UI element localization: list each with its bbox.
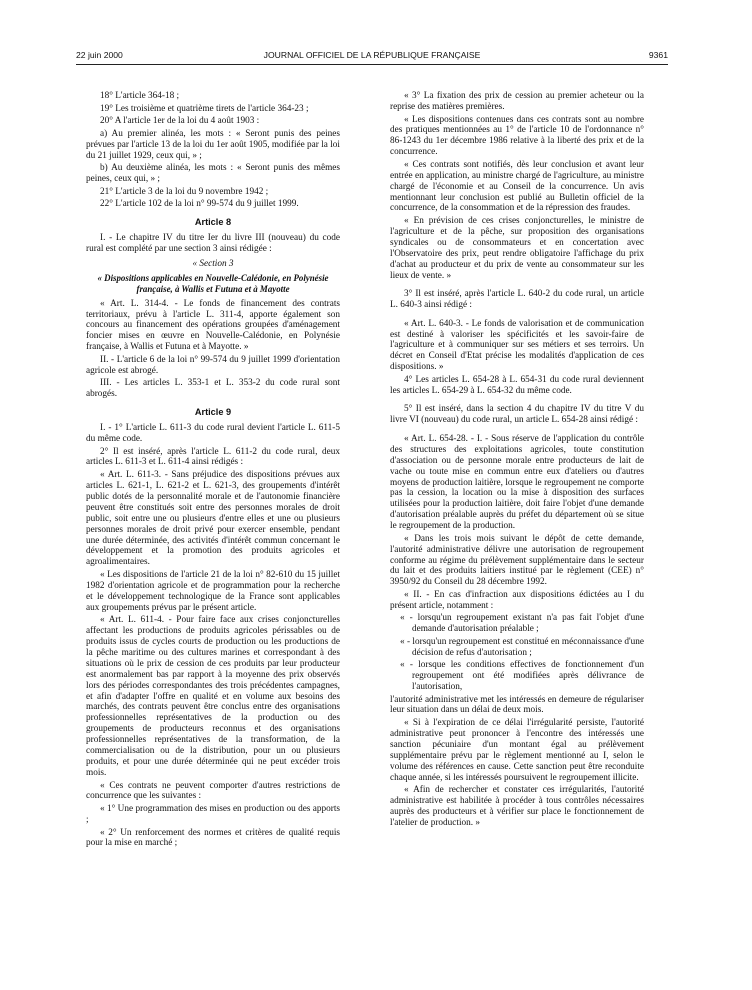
paragraph: II. - L'article 6 de la loi n° 99-574 du 9 juillet 1999 d'orientation agricole est abrogé.	[86, 354, 340, 376]
paragraph: « 1° Une programmation des mises en production ou des apports ;	[86, 804, 340, 825]
paragraph: « Les dispositions de l'article 21 de la loi n° 82-610 du 15 juillet 1982 d'orientation agricole et de programmation pour la recherche et le développement technologique de la France sont applicables aux groupements prévus par le présent article.	[86, 569, 340, 613]
paragraph: « 2° Un renforcement des normes et critères de qualité requis pour la mise en marché ;	[86, 827, 340, 849]
paragraph: 19° Les troisième et quatrième tirets de l'article 364-23 ;	[100, 103, 309, 114]
paragraph: « Art. L. 611-3. - Sans préjudice des dispositions prévues aux articles L. 621-1, L. 621-2 et L. 621-3, des groupements d'intérêt public dotés de la personnalité morale et de l'autonomie financière peuvent être constitués soit entre des personnes morales de droit public, soit entre une ou plusieurs d'entre elles et une ou plusieurs personnes morales de droit privé pour exercer ensemble, pendant une durée déterminée, des activités d'intérêt commun concernant le développement et la promotion des produits agricoles et agroalimentaires.	[86, 470, 340, 568]
article-heading: Article 8	[194, 217, 232, 228]
paragraph: « En prévision de ces crises conjoncturelles, le ministre de l'agriculture et de la pêche, sur proposition des organisations syndicales ou de consommateurs et en concertation avec l'Observatoire des prix, peut rendre obligatoire l'affichage du prix d'achat au producteur et du prix de vente au consommateur sur les lieux de vente. »	[390, 216, 644, 281]
right-column	[390, 91, 644, 831]
paragraph: 2° Il est inséré, après l'article L. 611-2 du code rural, deux articles L. 611-3 et L. 611-4 ainsi rédigés :	[86, 446, 340, 468]
paragraph: « Ces contrats ne peuvent comporter d'autres restrictions de concurrence que les suivantes :	[86, 780, 340, 802]
paragraph: 22° L'article 102 de la loi n° 99-574 du 9 juillet 1999.	[100, 199, 299, 210]
paragraph: III. - Les articles L. 353-1 et L. 353-2 du code rural sont abrogés.	[86, 378, 340, 400]
paragraph: 3° Il est inséré, après l'article L. 640-2 du code rural, un article L. 640-3 ainsi rédigé :	[390, 289, 644, 311]
article-heading: Article 9	[194, 407, 232, 418]
paragraph: a) Au premier alinéa, les mots : « Seront punis des peines prévues par l'article 13 de la loi du 1er août 1905, modifiée par la loi du 21 juillet 1929, ceux qui, » ;	[86, 128, 340, 161]
paragraph: 4° Les articles L. 654-28 à L. 654-31 du code rural deviennent les articles L. 654-29 à L. 654-32 du même code.	[390, 374, 644, 396]
list-item: « - lorsque les conditions effectives de fonctionnement d'un regroupement ont été modifiées après délivrance de l'autorisation,	[400, 660, 644, 693]
page-number: 9361	[648, 50, 668, 60]
paragraph: 18° L'article 364-18 ;	[100, 91, 180, 101]
paragraph: « 3° La fixation des prix de cession au premier acheteur ou la reprise des matières premières.	[390, 91, 644, 112]
header-rule	[76, 64, 668, 65]
section-title: « Dispositions applicables en Nouvelle-Calédonie, en Polynésie française, à Wallis et Futuna et à Mayotte	[97, 272, 329, 294]
paragraph: « Afin de rechercher et constater ces irrégularités, l'autorité administrative est habilitée à procéder à tous contrôles nécessaires auprès des producteurs et à vérifier sur place le fonctionnement de l'atelier de production. »	[390, 785, 644, 828]
paragraph: I. - Le chapitre IV du titre Ier du livre III (nouveau) du code rural est complété par une section 3 ainsi rédigée :	[86, 233, 340, 254]
left-column	[86, 91, 340, 851]
paragraph: « Art. L. 640-3. - Le fonds de valorisation et de communication est destiné à valoriser les spécificités et les savoir-faire de l'agriculture et à communiquer sur ses métiers et ses terroirs. Un décret en Conseil d'Etat précise les modalités d'application de ces dispositions. »	[390, 318, 644, 373]
paragraph: 5° Il est inséré, dans la section 4 du chapitre IV du titre V du livre VI (nouveau) du code rural, un article L. 654-28 ainsi rédigé :	[390, 404, 644, 426]
paragraph: « Les dispositions contenues dans ces contrats sont au nombre des pratiques mentionnées au 1° de l'article 10 de l'ordonnance n° 86-1243 du 1er décembre 1986 relative à la liberté des prix et de la concurrence.	[390, 114, 644, 158]
paragraph: « Art. L. 654-28. - I. - Sous réserve de l'application du contrôle des structures des exploitations agricoles, toute constitution d'association ou de personne morale entre producteurs de lait de vache ou toute mise en commun entre eux d'ateliers ou d'autres moyens de production laitière, lorsque le regroupement ne comporte pas la cession, la location ou la mise à disposition des surfaces utilisées pour la production laitière, doit faire l'objet d'une demande d'autorisation préalable auprès du préfet du département où se situe le regroupement de la production.	[390, 433, 644, 532]
paragraph: l'autorité administrative met les intéressés en demeure de régulariser leur situation dans un délai de deux mois.	[390, 694, 644, 716]
list-item: « - lorsqu'un regroupement existant n'a pas fait l'objet d'une demande d'autorisation préalable ;	[400, 613, 644, 635]
paragraph: « II. - En cas d'infraction aux dispositions édictées au I du présent article, notamment :	[390, 589, 644, 611]
page-header	[76, 50, 668, 64]
journal-title: JOURNAL OFFICIEL DE LA RÉPUBLIQUE FRANÇAISE	[263, 50, 481, 60]
paragraph: 21° L'article 3 de la loi du 9 novembre 1942 ;	[100, 186, 269, 197]
list-item: « - lorsqu'un regroupement est constitué en méconnaissance d'une décision de refus d'autorisation ;	[400, 636, 644, 658]
paragraph: « Art. L. 611-4. - Pour faire face aux crises conjoncturelles affectant les productions de produits agricoles périssables ou de produits issus de cycles courts de production ou les productions de la pêche maritime ou des cultures marines et correspondant à des situations où le prix de cession de ces produits par leur producteur est anormalement bas par rapport à la moyenne des prix observés lors des périodes correspondantes des trois précédentes campagnes, et afin d'adapter l'offre en qualité et en volume aux besoins des marchés, des contrats peuvent être conclus entre des organisations professionnelles représentatives de la production ou des groupements de producteurs reconnus et des organisations professionnelles représentatives de la transformation, de la commercialisation ou de la distribution, pour un ou plusieurs produits, et pour une durée déterminée qui ne peut excéder trois mois.	[86, 615, 340, 778]
paragraph: « Si à l'expiration de ce délai l'irrégularité persiste, l'autorité administrative peut prononcer à l'encontre des intéressés une sanction pécuniaire d'un montant égal au prélèvement supplémentaire prévu par le règlement mentionné au I, selon le volume des références en cause. Cette sanction peut être reconduite chaque année, si les intéressés poursuivent le regroupement illicite.	[390, 718, 644, 783]
section-heading: « Section 3	[192, 258, 234, 269]
paragraph: 20° A l'article 1er de la loi du 4 août 1903 :	[100, 116, 260, 127]
paragraph: b) Au deuxième alinéa, les mots : « Seront punis des mêmes peines, ceux qui, » ;	[86, 163, 340, 185]
paragraph: « Ces contrats sont notifiés, dès leur conclusion et avant leur entrée en application, au ministre chargé de l'agriculture, au ministre chargé de l'économie et au Conseil de la concurrence. Un avis mentionnant leur conclusion est publié au Bulletin officiel de la concurrence, de la consommation et de la répression des fraudes.	[390, 159, 644, 214]
paragraph: « Art. L. 314-4. - Le fonds de financement des contrats territoriaux, prévu à l'article L. 311-4, apporte également son concours au financement des opérations groupées d'aménagement foncier mises en œuvre en Nouvelle-Calédonie, en Polynésie française, à Wallis et Futuna et à Mayotte. »	[86, 298, 340, 353]
paragraph: I. - 1° L'article L. 611-3 du code rural devient l'article L. 611-5 du même code.	[86, 423, 340, 444]
paragraph: « Dans les trois mois suivant le dépôt de cette demande, l'autorité administrative délivre une autorisation de regroupement conforme au régime du prélèvement supplémentaire dans le secteur du lait et des produits laitiers institué par le règlement (CEE) n° 3950/92 du Conseil du 28 décembre 1992.	[390, 533, 644, 588]
publication-date: 22 juin 2000	[76, 50, 123, 60]
